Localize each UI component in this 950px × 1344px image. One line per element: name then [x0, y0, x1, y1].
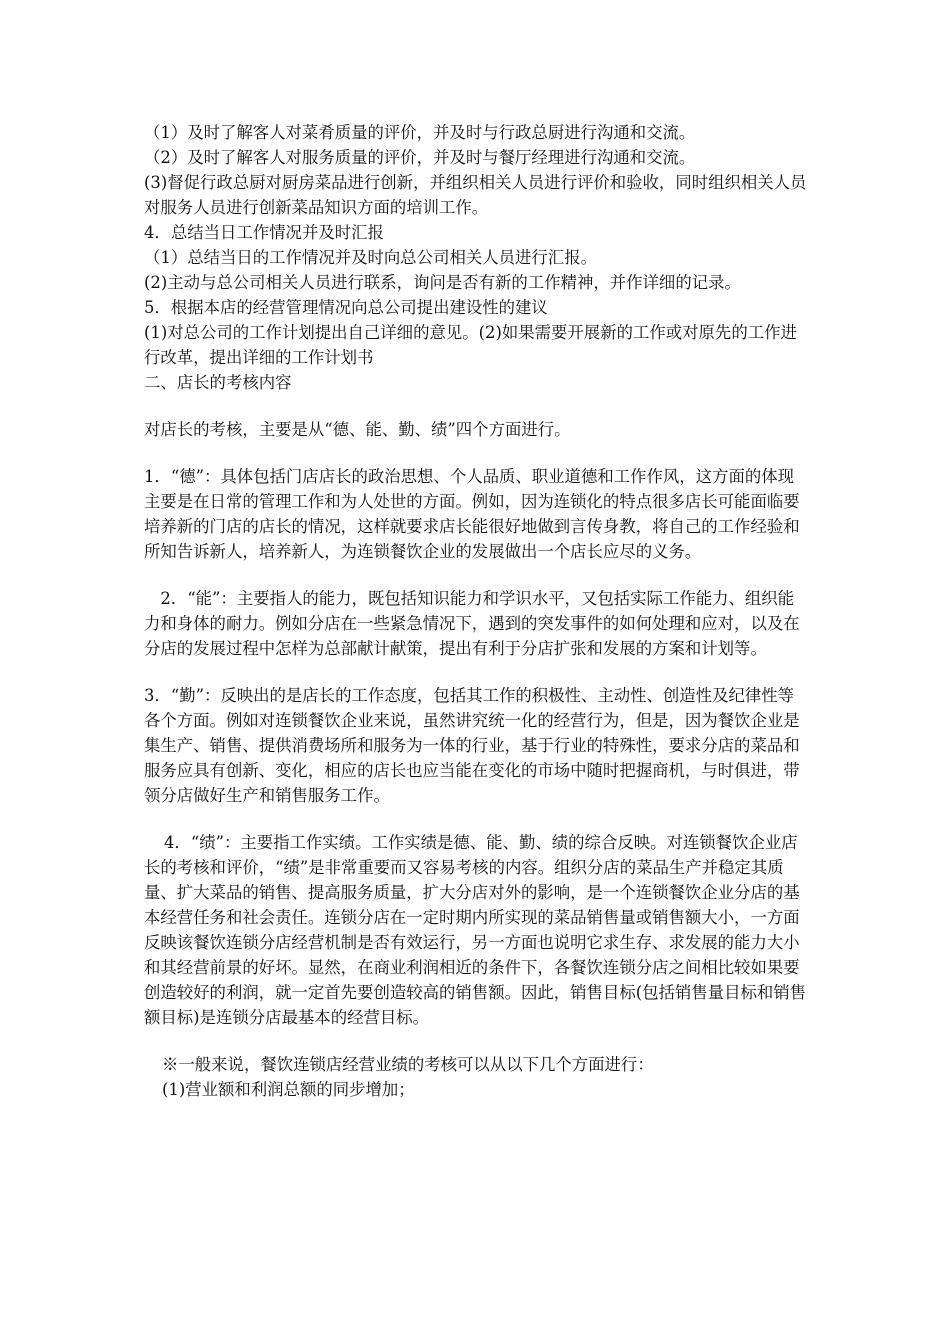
text-paragraph: (2)主动与总公司相关人员进行联系，询问是否有新的工作精神，并作详细的记录。: [144, 273, 741, 292]
paragraph-de: 1．“德”：具体包括门店店长的政治思想、个人品质、职业道德和工作作风，这方面的体现主要是在日常的管理工作和为人处世的方面。例如，因为连锁化的特点很多店长可能面临要培养新的门店的店长的情况，这样就要求店长能很好地做到言传身教，将自己的工作经验和所知告诉新人，培养新人，为连锁餐饮企业的发展做出一个店长应尽的义务。: [144, 467, 800, 561]
spacer: [144, 564, 808, 586]
spacer: [144, 661, 808, 683]
document-page: [144, 120, 808, 1102]
list-item: (1)营业额和利润总额的同步增加；: [162, 1080, 415, 1099]
chapter-heading: 二、店长的考核内容: [144, 373, 292, 392]
text-paragraph: (1)对总公司的工作计划提出自己详细的意见。(2)如果需要开展新的工作或对原先的工作进行改革，提出详细的工作计划书: [144, 323, 797, 367]
paragraph-ji: 4．“绩”：主要指工作实绩。工作实绩是德、能、勤、绩的综合反映。对连锁餐饮企业店长的考核和评价，“绩”是非常重要而又容易考核的内容。组织分店的菜品生产并稳定其质量、扩大菜品的销售、提高服务质量，扩大分店对外的影响，是一个连锁餐饮企业分店的基本经营任务和社会责任。连锁分店在一定时期内所实现的菜品销售量或销售额大小，一方面反映该餐饮连锁分店经营机制是否有效运行，另一方面也说明它求生存、求发展的能力大小和其经营前景的好坏。显然，在商业利润相近的条件下，各餐饮连锁分店之间相比较如果要创造较好的利润，就一定首先要创造较高的销售额。因此，销售目标(包括销售量目标和销售额目标)是连锁分店最基本的经营目标。: [144, 833, 807, 1027]
note-line: ※一般来说，餐饮连锁店经营业绩的考核可以从以下几个方面进行：: [162, 1055, 654, 1074]
text-paragraph: (3)督促行政总厨对厨房菜品进行创新，并组织相关人员进行评价和验收，同时组织相关人员对服务人员进行创新菜品知识方面的培训工作。: [144, 173, 807, 217]
paragraph-neng: 2．“能”：主要指人的能力，既包括知识能力和学识水平，又包括实际工作能力、组织能力和身体的耐力。例如分店在一些紧急情况下，遇到的突发事件的如何处理和应对，以及在分店的发展过程中怎样为总部献计献策，提出有利于分店扩张和发展的方案和计划等。: [144, 589, 800, 658]
intro-line: 对店长的考核，主要是从“德、能、勤、绩”四个方面进行。: [144, 420, 571, 439]
spacer: [144, 395, 808, 417]
section-heading: 4．总结当日工作情况并及时汇报: [144, 223, 384, 242]
text-line: （1）及时了解客人对菜肴质量的评价，并及时与行政总厨进行沟通和交流。: [144, 123, 696, 142]
spacer: [144, 1030, 808, 1052]
text-line: （2）及时了解客人对服务质量的评价，并及时与餐厅经理进行沟通和交流。: [144, 148, 696, 167]
spacer: [144, 442, 808, 464]
section-heading: 5．根据本店的经营管理情况向总公司提出建设性的建议: [144, 298, 548, 317]
spacer: [144, 808, 808, 830]
paragraph-qin: 3．“勤”：反映出的是店长的工作态度，包括其工作的积极性、主动性、创造性及纪律性等各个方面。例如对连锁餐饮企业来说，虽然讲究统一化的经营行为，但是，因为餐饮企业是集生产、销售、提供消费场所和服务为一体的行业，基于行业的特殊性，要求分店的菜品和服务应具有创新、变化，相应的店长也应当能在变化的市场中随时把握商机，与时俱进，带领分店做好生产和销售服务工作。: [144, 686, 800, 805]
text-line: （1）总结当日的工作情况并及时向总公司相关人员进行汇报。: [144, 248, 597, 267]
